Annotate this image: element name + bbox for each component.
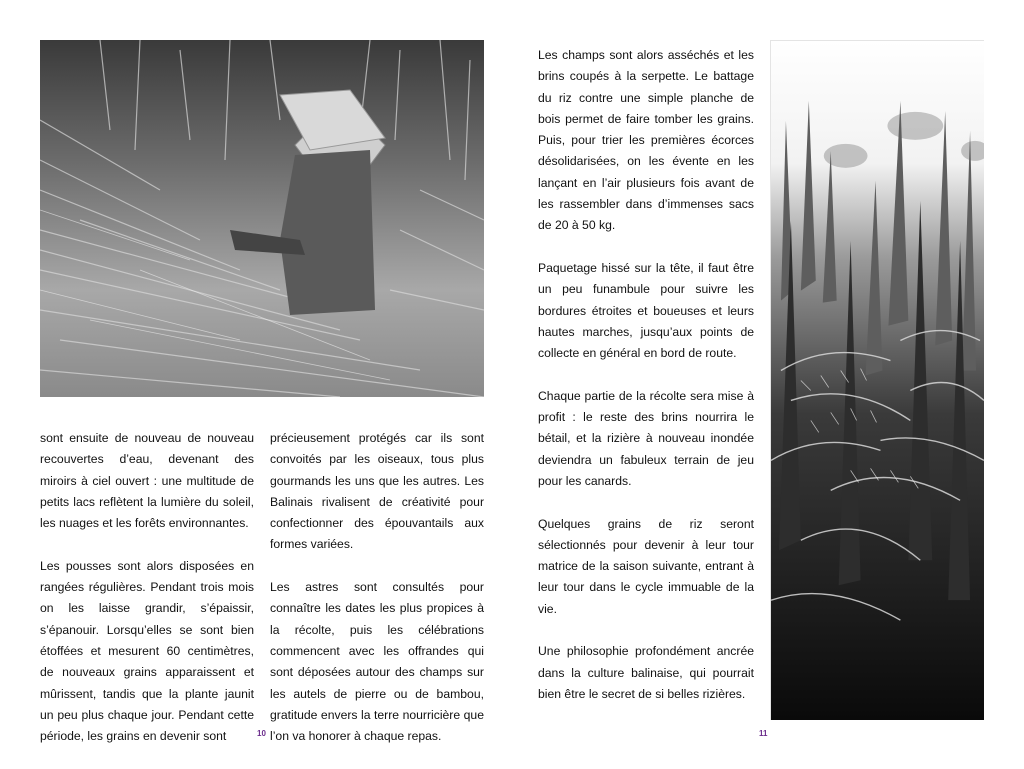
paragraph: Paquetage hissé sur la tête, il faut être un peu funambule pour suivre les bordures étroites et boueuses et leurs hautes marches, jusqu’aux points de collecte en général en bord de route. (538, 260, 754, 361)
text-column-1 (40, 428, 254, 769)
text-column-2 (270, 428, 484, 769)
page-number-left: 10 (257, 729, 266, 738)
paragraph: précieusement protégés car ils sont convoités par les oiseaux, tous plus gourmands les uns que les autres. Les Balinais rivalisent de créativité pour confectionner des épouvantails aux formes variées. (270, 431, 484, 552)
paragraph: Une philosophie profondément ancrée dans la culture balinaise, qui pourrait bien être le secret de si belles rizières. (538, 644, 754, 701)
paragraph: Chaque partie de la récolte sera mise à profit : le reste des brins nourrira le bétail, et la rizière à nouveau inondée deviendra un fabuleux terrain de jeu pour les canards. (538, 388, 754, 488)
rice-harvester-image (40, 40, 484, 397)
paragraph: Les champs sont alors asséchés et les brins coupés à la serpette. Le battage du riz contre une simple planche de bois permet de faire tomber les grains. Puis, pour trier les premières écorces désolidarisées, on les évente en les lançant en l’air plusieurs fois avant de les rassembler dans d’immenses sacs de 20 à 50 kg. (538, 48, 754, 233)
photo-rice-stalks (770, 40, 984, 720)
paragraph: Quelques grains de riz seront sélectionnés pour devenir à leur tour matrice de la saison suivante, entrant à leur tour dans le cycle immuable de la vie. (538, 516, 754, 616)
text-column-3 (538, 45, 754, 727)
page-number-right: 11 (759, 729, 768, 738)
photo-rice-harvester (40, 40, 484, 397)
paragraph: sont ensuite de nouveau de nouveau recouvertes d’eau, devenant des miroirs à ciel ouvert : une multitude de petits lacs reflètent la lumière du soleil, les nuages et les forêts environnantes. (40, 431, 254, 531)
paragraph: Les astres sont consultés pour connaître les dates les plus propices à la récolte, puis les célébrations commencent avec les offrandes qui sont déposées autour des champs sur les autels de pierre ou de bambou, gratitude envers la terre nourricière que l’on va honorer à chaque repas. (270, 580, 484, 744)
rice-stalks-image (771, 41, 984, 720)
paragraph: Les pousses sont alors disposées en rangées régulières. Pendant trois mois on les laisse grandir, s’épaissir, s’épanouir. Lorsqu’elles se sont bien étoffées et mesurent 60 centimètres, de nouveaux grains apparaissent et mûrissent, tandis que la plante jaunit un peu plus chaque jour. Pendant cette période, les grains en devenir sont (40, 558, 254, 744)
